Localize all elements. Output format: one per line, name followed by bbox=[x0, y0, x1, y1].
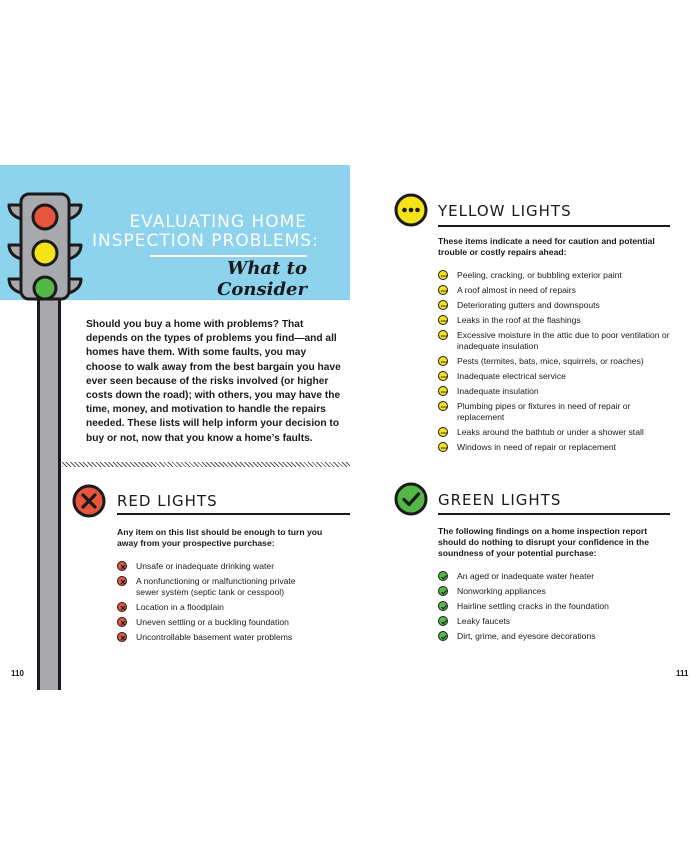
green-check-bullet-icon bbox=[438, 616, 448, 626]
yellow-dots-bullet-icon bbox=[438, 300, 448, 310]
hatched-divider bbox=[62, 462, 350, 467]
red-x-icon bbox=[72, 484, 106, 518]
traffic-light-pole bbox=[37, 300, 61, 690]
list-item: Excessive moisture in the attic due to poor ventilation or inadequate insulation bbox=[438, 330, 670, 351]
list-item: Pests (termites, bats, mice, squirrels, or roaches) bbox=[438, 356, 670, 367]
list-item: Inadequate electrical service bbox=[438, 371, 670, 382]
red-lights-title: RED LIGHTS bbox=[117, 492, 218, 510]
red-x-bullet-icon bbox=[117, 632, 127, 642]
yellow-lights-rule bbox=[438, 225, 670, 227]
green-check-bullet-icon bbox=[438, 571, 448, 581]
yellow-dots-icon bbox=[394, 193, 428, 227]
list-item: Peeling, cracking, or bubbling exterior paint bbox=[438, 270, 670, 281]
yellow-dots-bullet-icon bbox=[438, 270, 448, 280]
green-check-bullet-icon bbox=[438, 601, 448, 611]
yellow-dots-bullet-icon bbox=[438, 401, 448, 411]
page-number-left: 110 bbox=[11, 669, 24, 678]
green-lamp bbox=[34, 277, 56, 299]
page-title bbox=[92, 212, 319, 251]
green-lights-rule bbox=[438, 513, 670, 515]
list-item: Inadequate insulation bbox=[438, 386, 670, 397]
yellow-lights-title: YELLOW LIGHTS bbox=[438, 202, 572, 220]
list-item: Nonworking appliances bbox=[438, 586, 670, 597]
list-item: Uneven settling or a buckling foundation bbox=[117, 617, 317, 628]
yellow-lights-list bbox=[438, 270, 670, 457]
list-item: Unsafe or inadequate drinking water bbox=[117, 561, 317, 572]
title-underline bbox=[150, 255, 307, 257]
list-item: Plumbing pipes or fixtures in need of repair or replacement bbox=[438, 401, 670, 422]
red-x-bullet-icon bbox=[117, 617, 127, 627]
red-x-bullet-icon bbox=[117, 561, 127, 571]
list-item: Location in a floodplain bbox=[117, 602, 317, 613]
page-subtitle: What to Consider bbox=[217, 258, 307, 300]
list-item: Dirt, grime, and eyesore decorations bbox=[438, 631, 670, 642]
list-item: Leaky faucets bbox=[438, 616, 670, 627]
traffic-light-icon bbox=[4, 190, 84, 302]
red-x-bullet-icon bbox=[117, 576, 127, 586]
yellow-dots-bullet-icon bbox=[438, 442, 448, 452]
green-lights-list bbox=[438, 571, 670, 646]
yellow-dots-bullet-icon bbox=[438, 356, 448, 366]
page-number-right: 111 bbox=[676, 669, 689, 678]
green-check-icon bbox=[394, 482, 428, 516]
list-item: Hairline settling cracks in the foundation bbox=[438, 601, 670, 612]
green-check-bullet-icon bbox=[438, 631, 448, 641]
list-item: Deteriorating gutters and downspouts bbox=[438, 300, 670, 311]
yellow-dots-bullet-icon bbox=[438, 427, 448, 437]
list-item: Windows in need of repair or replacement bbox=[438, 442, 670, 453]
red-x-bullet-icon bbox=[117, 602, 127, 612]
red-lights-list bbox=[117, 561, 317, 647]
yellow-dots-bullet-icon bbox=[438, 371, 448, 381]
intro-paragraph: Should you buy a home with problems? That depends on the types of problems you find—and all homes have them. With some faults, you may choose to walk away from the best bargain you have ever seen because of the risks involved (or higher costs down the road); with others, you may have the time, money, and motivation to handle the repairs needed. These lists will help inform your decision to buy or not, now that you know a home’s faults. bbox=[86, 319, 341, 444]
yellow-dots-bullet-icon bbox=[438, 386, 448, 396]
red-lamp bbox=[33, 205, 57, 229]
list-item: A nonfunctioning or malfunctioning private sewer system (septic tank or cesspool) bbox=[117, 576, 317, 597]
list-item: An aged or inadequate water heater bbox=[438, 571, 670, 582]
title-line-2: INSPECTION PROBLEMS: bbox=[92, 231, 319, 251]
list-item: A roof almost in need of repairs bbox=[438, 285, 670, 296]
green-lights-intro: The following findings on a home inspection report should do nothing to disrupt your confidence in the soundness of your potential purchase: bbox=[438, 526, 650, 558]
red-lights-rule bbox=[117, 513, 350, 515]
title-line-1: EVALUATING HOME bbox=[129, 212, 307, 232]
red-lights-intro: Any item on this list should be enough to turn you away from your prospective purchase: bbox=[117, 527, 323, 548]
yellow-dots-bullet-icon bbox=[438, 315, 448, 325]
green-lights-title: GREEN LIGHTS bbox=[438, 491, 562, 509]
list-item: Uncontrollable basement water problems bbox=[117, 632, 317, 643]
yellow-lamp bbox=[33, 241, 57, 265]
yellow-dots-bullet-icon bbox=[438, 285, 448, 295]
list-item: Leaks in the roof at the flashings bbox=[438, 315, 670, 326]
green-check-bullet-icon bbox=[438, 586, 448, 596]
list-item: Leaks around the bathtub or under a shower stall bbox=[438, 427, 670, 438]
yellow-dots-bullet-icon bbox=[438, 330, 448, 340]
yellow-lights-intro: These items indicate a need for caution and potential trouble or costly repairs ahead: bbox=[438, 236, 655, 257]
